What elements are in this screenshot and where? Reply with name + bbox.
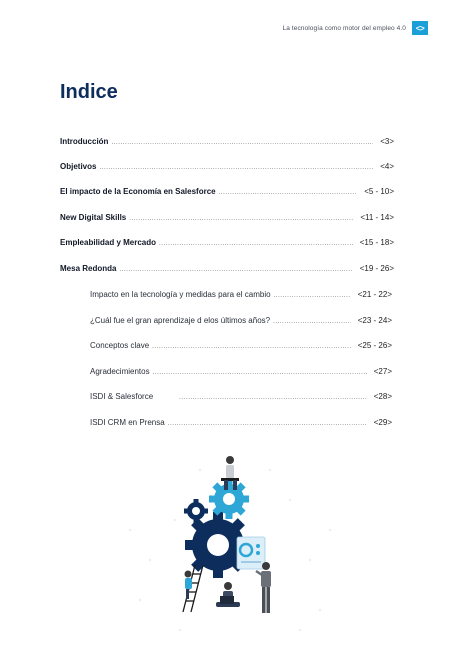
toc-entry-label: ISDI CRM en Prensa [90,418,165,427]
teamwork-gears-illustration [0,440,460,650]
toc-entry-page: <19 - 26> [359,264,394,273]
toc-entry-impacto-economia[interactable] [60,186,394,198]
toc-subentry-isdi-salesforce[interactable] [90,391,392,403]
toc-entry-page: <11 - 14> [360,213,394,222]
toc-entry-page: <29> [373,418,392,427]
toc-entry-new-digital-skills[interactable] [60,212,394,224]
gear-icon [184,499,208,523]
chart-panel-icon [237,537,265,569]
page-title: Indice [60,81,118,103]
toc-subentry-conceptos-clave[interactable] [90,340,392,352]
toc-entry-page: <3> [380,137,394,146]
toc-entry-label: ¿Cuál fue el gran aprendizaje d elos últimos años? [90,316,271,325]
gear-icon [209,479,249,519]
leader-dots [168,418,367,430]
toc-entry-mesa-redonda[interactable] [60,263,394,275]
toc-entry-label: Conceptos clave [90,341,150,350]
toc-subentry-agradecimientos[interactable] [90,366,392,378]
leader-dots [159,238,353,250]
toc-entry-page: <15 - 18> [359,238,394,247]
leader-dots [219,187,358,199]
leader-dots [119,264,352,276]
toc-entry-empleabilidad[interactable] [60,237,394,249]
toc-entry-label: Empleabilidad y Mercado [60,238,157,247]
leader-dots [129,213,353,225]
person-icon [185,571,193,600]
toc-entry-page: <25 - 26> [357,341,392,350]
leader-dots [179,392,367,404]
toc-entry-label: ISDI & Salesforce [90,392,154,401]
toc-entry-page: <4> [380,162,394,171]
toc-entry-introduccion[interactable] [60,136,394,148]
toc-entry-label: Agradecimientos [90,367,150,376]
toc-entry-page: <23 - 24> [357,316,392,325]
toc-entry-label: New Digital Skills [60,213,127,222]
header-badge: <> [412,21,428,35]
leader-dots [273,316,351,328]
leader-dots [111,137,373,149]
leader-dots [152,341,351,353]
toc-entry-label: Mesa Redonda [60,264,117,273]
laptop-icon [220,596,234,604]
toc-entry-page: <21 - 22> [357,290,392,299]
toc-entry-objetivos[interactable] [60,161,394,173]
toc-entry-page: <28> [373,392,392,401]
toc-subentry-impacto-tecnologia[interactable] [90,289,392,301]
toc-entry-label: Impacto en la tecnología y medidas para el cambio [90,290,271,299]
leader-dots [99,162,373,174]
toc-entry-label: Introducción [60,137,109,146]
leader-dots [274,290,351,302]
header-title: La tecnología como motor del empleo 4.0 [282,25,406,32]
toc-entry-page: <27> [373,367,392,376]
leader-dots [153,367,367,379]
person-icon [256,562,271,613]
toc-entry-label: Objetivos [60,162,97,171]
toc-subentry-aprendizaje[interactable] [90,315,392,327]
toc-entry-label: El impacto de la Economía en Salesforce [60,187,216,196]
toc-entry-page: <5 - 10> [364,187,394,196]
toc-subentry-isdi-crm-prensa[interactable] [90,417,392,429]
